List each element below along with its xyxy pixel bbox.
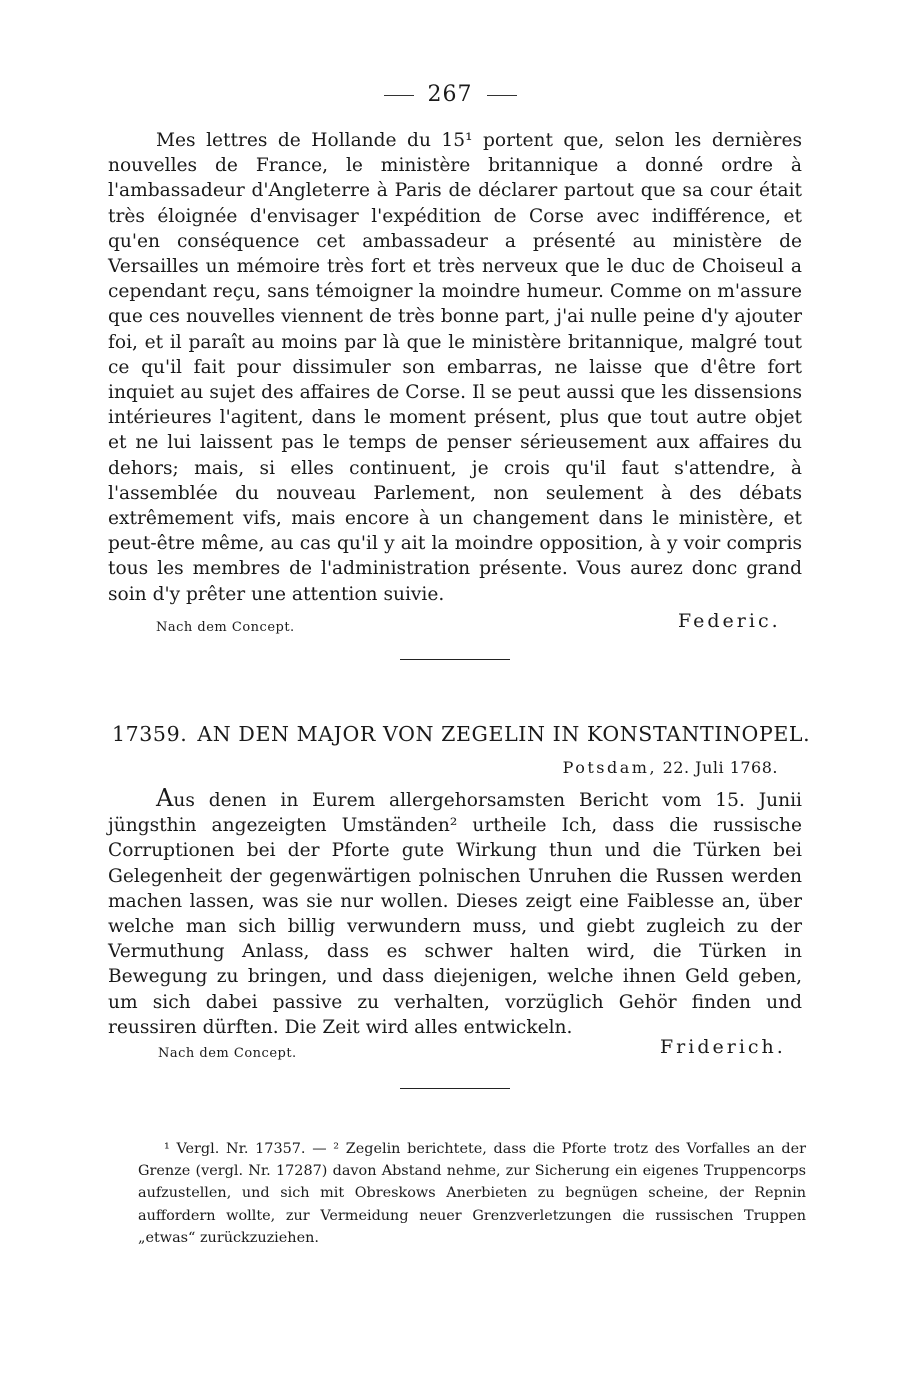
letter2-date: 22. Juli 1768. [662,758,778,777]
letter2-source: Nach dem Concept. [158,1046,297,1061]
letter2-place: Potsdam, [562,758,658,777]
letter2-number: 17359. [112,722,188,746]
page-number-dash-right [487,95,517,96]
footnotes [138,1138,806,1249]
letter1-source: Nach dem Concept. [156,620,295,635]
letter2-initial: A [156,784,174,812]
letter2-heading [112,722,812,746]
section-divider-2 [400,1088,510,1089]
letter2-paragraph [108,786,802,1040]
footnotes-text: ¹ Vergl. Nr. 17357. — ² Zegelin berichtete, dass die Pforte trotz des Vorfalles an der Grenze (vergl. Nr. 17287) davon Abstand nehme, zur Sicherung ein eigenes Truppencorps aufzustellen, und sich mit Obreskows Anerbieten zu begnügen scheine, der Repnin auffordern wollte, zur Vermeidung neuer Grenzverletzungen die russischen Truppen „etwas“ zurückzuziehen. [138,1141,806,1246]
letter1-body [108,128,802,607]
page-number-dash-left [384,95,414,96]
letter2-title: AN DEN MAJOR VON ZEGELIN IN KONSTANTINOPEL. [197,722,811,746]
page-number-value: 267 [427,82,473,107]
section-divider-1 [400,659,510,660]
letter2-paragraph-text: us denen in Eurem allergehorsamsten Bericht vom 15. Junii jüngsthin angezeigten Umständen² urtheile Ich, dass die russische Corruptionen bei der Pforte gute Wirkung thun und die Türken bei Gelegenheit der gegenwärtigen polnischen Unruhen die Russen werden machen lassen, was sie nur wollen. Dieses zeigt eine Faiblesse an, über welche man sich billig verwundern muss, und giebt zugleich zu der Vermuthung Anlass, dass es schwer halten wird, die Türken in Bewegung zu bringen, und dass diejenigen, welche ihnen Geld geben, um sich dabei passive zu verhalten, vorzüglich Gehör finden und reussiren dürften. Die Zeit wird alles entwickeln. [108,790,802,1038]
letter1-signature: Federic. [678,610,781,632]
letter2-body [108,786,802,1040]
letter1-paragraph: Mes lettres de Hollande du 15¹ portent que, selon les dernières nouvelles de France, le ministère britannique a donné ordre à l'ambassadeur d'Angleterre à Paris de déclarer partout que sa cour était très éloignée d'envisager l'expédition de Corse avec indifférence, et qu'en conséquence cet ambassadeur a présenté au ministère de Versailles un mémoire très fort et très nerveux que le duc de Choiseul a cependant reçu, sans témoigner la moindre humeur. Comme on m'assure que ces nouvelles viennent de très bonne part, j'ai nulle peine d'y ajouter foi, et il paraît au moins par là que le ministère britannique, malgré tout ce qu'il fait pour dissimuler son embarras, ne laisse que d'être fort inquiet au sujet des affaires de Corse. Il se peut aussi que les dissensions intérieures l'agitent, dans le moment présent, plus que tout autre objet et ne lui laissent pas le temps de penser sérieusement aux affaires du dehors; mais, si elles continuent, je crois qu'il faut s'attendre, à l'assemblée du nouveau Parlement, non seulement à des débats extrêmement vifs, mais encore à un changement dans le ministère, et peut-être même, au cas qu'il y ait la moindre opposition, à y voir compris tous les membres de l'administration présente. Vous aurez donc grand soin d'y prêter une attention suivie. [108,130,802,605]
letter2-dateline [563,758,778,777]
page-number [0,82,900,107]
letter2-signature: Friderich. [660,1036,786,1058]
